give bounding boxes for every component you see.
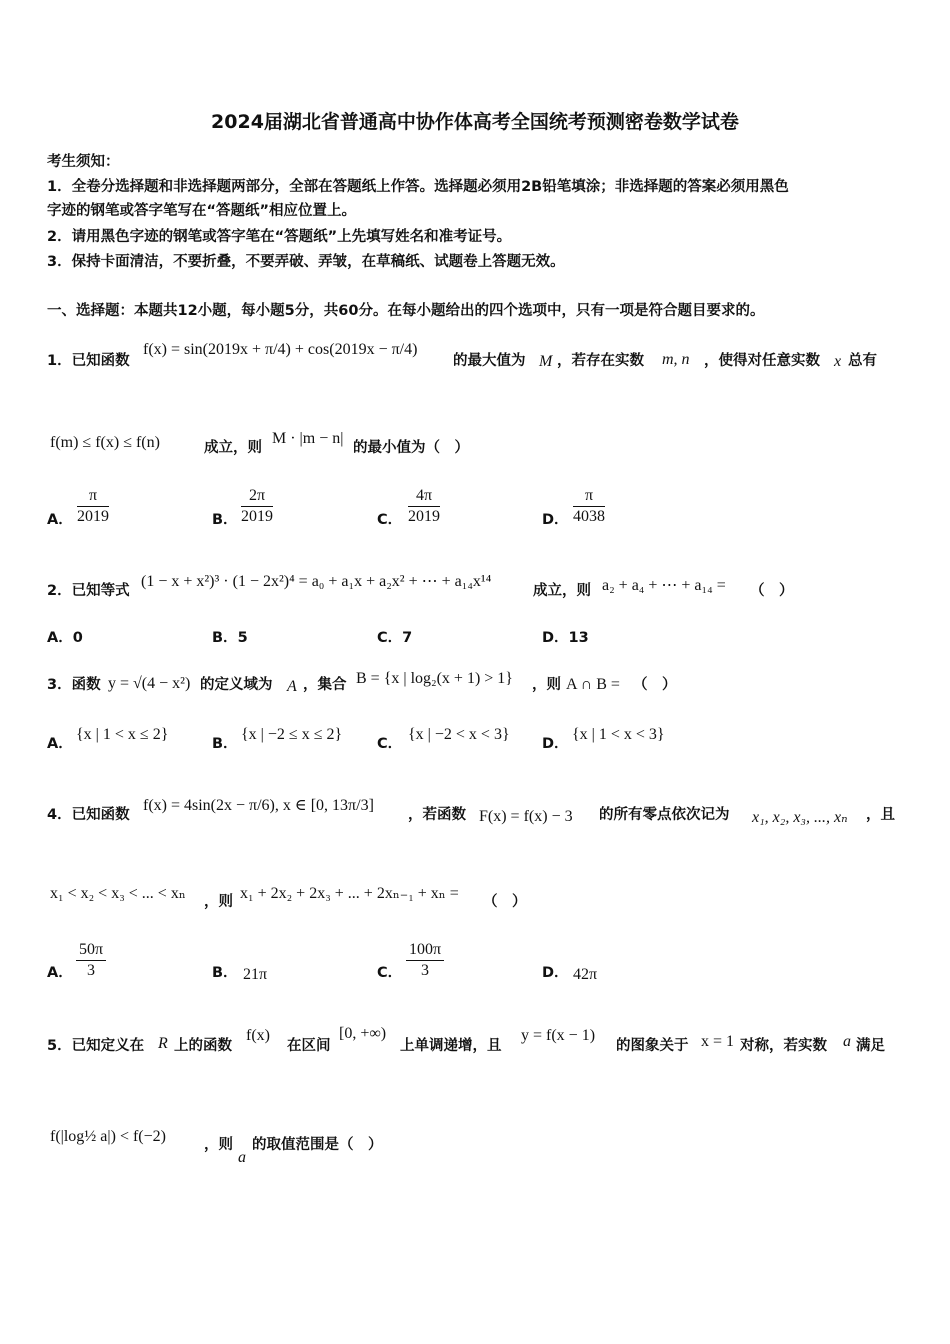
q4-option-b-value: 21π	[243, 966, 268, 983]
q2-option-a-value: 0	[72, 630, 83, 646]
q1-option-b-label: B．	[212, 512, 238, 528]
q3-number: 3．函数	[47, 677, 101, 693]
q2-option-a	[47, 628, 83, 648]
q1-x: x	[834, 353, 842, 370]
q3-text1: 的定义域为	[200, 677, 273, 693]
q1-text1: 的最大值为	[453, 353, 526, 369]
q4-text3: ，且	[866, 807, 895, 823]
q3-option-b-label: B．	[212, 736, 238, 752]
q5-text8: 的取值范围是（ ）	[252, 1137, 383, 1153]
q3-expression: A ∩ B =	[566, 676, 620, 693]
q2-number: 2．已知等式	[47, 583, 130, 599]
q3-option-a-label: A．	[47, 736, 73, 752]
q1-option-a-value	[77, 486, 109, 527]
q2-option-c	[377, 628, 412, 648]
q3-option-b-value: {x | −2 ≤ x ≤ 2}	[241, 726, 343, 743]
q1-option-d-denominator: 4038	[573, 508, 605, 525]
q5-R: R	[158, 1035, 168, 1052]
q5-text1: 上的函数	[174, 1038, 232, 1054]
q1-option-d-label: D．	[542, 512, 569, 528]
q3-text2: ，集合	[303, 677, 347, 693]
notice-item-1-cont: 字迹的钢笔或答字笔写在“答题纸”相应位置上。	[47, 203, 357, 219]
q5-f: f(x)	[246, 1027, 270, 1044]
q1-option-b-denominator: 2019	[241, 508, 273, 525]
q2-text2: （ ）	[750, 583, 794, 599]
q4-F: F(x) = f(x) − 3	[479, 808, 573, 825]
q5-y: y = f(x − 1)	[521, 1027, 596, 1044]
q5-interval: [0, +∞)	[339, 1025, 387, 1042]
q2-formula: (1 − x + x²)³ · (1 − 2x²)⁴ = a₀ + a₁x + a₂x² + ⋯ + a₁₄x¹⁴	[141, 573, 492, 590]
q3-text4: （ ）	[633, 677, 677, 693]
q3-option-d-value: {x | 1 < x < 3}	[572, 726, 665, 743]
q4-text1: ，若函数	[408, 807, 466, 823]
q1-expression: M · |m − n|	[272, 430, 344, 447]
q1-number: 1．已知函数	[47, 353, 130, 369]
q4-order: x₁ < x₂ < x₃ < ... < xₙ	[50, 885, 186, 902]
q4-option-c-numerator: 100π	[406, 940, 444, 961]
q4-text4: ，则	[204, 894, 233, 910]
q5-text5: 对称，若实数	[740, 1038, 827, 1054]
q5-inequality: f(|log½ a|) < f(−2)	[50, 1128, 166, 1145]
q3-option-d-label: D．	[542, 736, 569, 752]
q4-option-d-label: D．	[542, 965, 569, 981]
q5-number: 5．已知定义在	[47, 1038, 145, 1054]
q4-formula: f(x) = 4sin(2x − π/6), x ∈ [0, 13π/3]	[143, 797, 374, 814]
q4-option-b-label: B．	[212, 965, 238, 981]
q4-number: 4．已知函数	[47, 807, 130, 823]
q1-option-c-numerator: 4π	[408, 486, 440, 507]
q1-option-a-denominator: 2019	[77, 508, 109, 525]
q1-condition: f(m) ≤ f(x) ≤ f(n)	[50, 434, 160, 451]
q5-text6: 满足	[856, 1038, 885, 1054]
q1-mn: m, n	[662, 351, 690, 368]
q2-option-d	[542, 628, 589, 648]
section-heading: 一、选择题：本题共12小题，每小题5分，共60分。在每小题给出的四个选项中，只有一项是符合题目要求的。	[47, 303, 765, 319]
q1-option-b-value	[241, 486, 273, 527]
q1-text5: 成立，则	[204, 440, 262, 456]
q2-expression: a₂ + a₄ + ⋯ + a₁₄ =	[602, 577, 726, 594]
q2-option-b-label: B．	[212, 630, 238, 646]
q4-option-a-label: A．	[47, 965, 73, 981]
q2-option-b	[212, 628, 248, 648]
q4-text5: （ ）	[483, 894, 527, 910]
notice-item-3: 3．保持卡面清洁，不要折叠，不要弄破、弄皱，在草稿纸、试题卷上答题无效。	[47, 254, 565, 270]
q3-option-c-value: {x | −2 < x < 3}	[408, 726, 510, 743]
q2-option-c-label: C．	[377, 630, 403, 646]
q4-text2: 的所有零点依次记为	[599, 807, 730, 823]
q2-option-a-label: A．	[47, 630, 73, 646]
q1-text4: 总有	[848, 353, 877, 369]
page-title: 2024届湖北省普通高中协作体高考全国统考预测密卷数学试卷	[211, 111, 739, 133]
q2-text1: 成立，则	[533, 583, 591, 599]
q1-text2: ，若存在实数	[557, 353, 644, 369]
q1-option-b-numerator: 2π	[241, 486, 273, 507]
q3-text3: ，则	[532, 677, 561, 693]
q1-option-a-label: A．	[47, 512, 73, 528]
q5-text4: 的图象关于	[616, 1038, 689, 1054]
q4-option-d-value: 42π	[573, 966, 598, 983]
q3-set-B: B = {x | log₂(x + 1) > 1}	[356, 670, 513, 687]
q4-option-a-denominator: 3	[87, 962, 96, 979]
notice-item-1: 1．全卷分选择题和非选择题两部分，全部在答题纸上作答。选择题必须用2B铅笔填涂；非选择题的答案必须用黑色	[47, 179, 789, 195]
q5-text2: 在区间	[287, 1038, 331, 1054]
q1-option-d-value	[573, 486, 605, 527]
q4-zeros: x₁, x₂, x₃, ..., xₙ	[752, 809, 848, 826]
q5-text7: ，则	[204, 1137, 233, 1153]
q3-option-c-label: C．	[377, 736, 403, 752]
q4-option-c-denominator: 3	[421, 962, 430, 979]
q1-option-c-denominator: 2019	[408, 508, 440, 525]
q2-option-c-value: 7	[402, 630, 413, 646]
notice-item-2: 2．请用黑色字迹的钢笔或答字笔在“答题纸”上先填写姓名和准考证号。	[47, 229, 512, 245]
q1-formula: f(x) = sin(2019x + π/4) + cos(2019x − π/4)	[143, 341, 418, 358]
q5-x-equals-1: x = 1	[701, 1033, 735, 1050]
q5-a-variable: a	[238, 1149, 246, 1166]
q1-M: M	[539, 353, 553, 370]
q4-option-c-label: C．	[377, 965, 403, 981]
q1-option-d-numerator: π	[573, 486, 605, 507]
q5-text3: 上单调递增，且	[400, 1038, 502, 1054]
q2-option-d-value: 13	[568, 630, 589, 646]
q4-expression: x₁ + 2x₂ + 2x₃ + ... + 2xₙ₋₁ + xₙ =	[240, 885, 459, 902]
q4-option-a-value	[76, 940, 106, 981]
q1-option-c-label: C．	[377, 512, 403, 528]
q4-option-a-numerator: 50π	[76, 940, 106, 961]
q1-option-c-value	[408, 486, 440, 527]
q1-text6: 的最小值为（ ）	[353, 440, 469, 456]
q3-formula: y = √(4 − x²)	[108, 675, 191, 692]
q5-a: a	[843, 1033, 851, 1050]
q2-option-d-label: D．	[542, 630, 569, 646]
q1-option-a-numerator: π	[77, 486, 109, 507]
q2-option-b-value: 5	[237, 630, 248, 646]
q3-A: A	[287, 678, 297, 695]
q4-option-c-value	[406, 940, 444, 981]
q1-text3: ，使得对任意实数	[704, 353, 820, 369]
notice-heading: 考生须知：	[47, 154, 120, 170]
q3-option-a-value: {x | 1 < x ≤ 2}	[76, 726, 169, 743]
